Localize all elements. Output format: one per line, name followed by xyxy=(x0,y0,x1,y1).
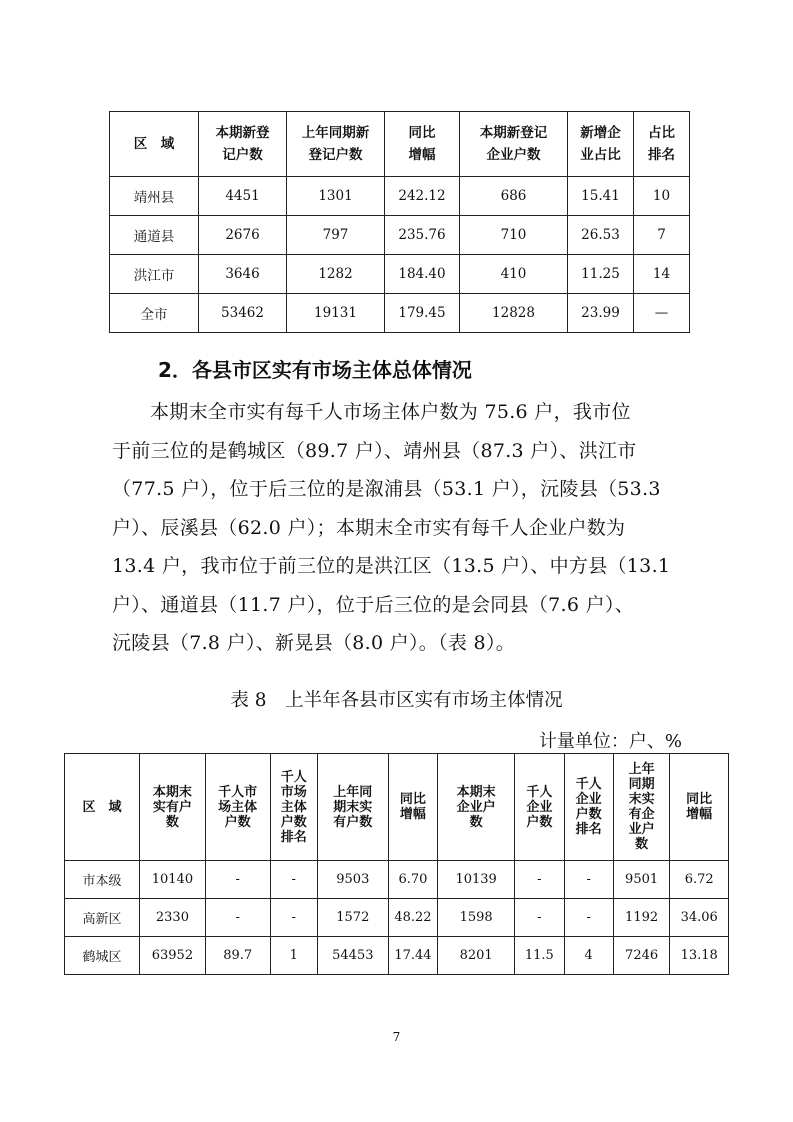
table-cell: 10140 xyxy=(140,861,206,899)
table-cell: 1598 xyxy=(438,899,515,937)
table-caption: 表 8 上半年各县市区实有市场主体情况 xyxy=(230,690,563,711)
paragraph-line: （77.5 户），位于后三位的是溆浦县（53.1 户），沅陵县（53.3 xyxy=(112,478,661,500)
table-cell: 4 xyxy=(564,937,613,975)
column-header: 千人 市场 主体 户数 排名 xyxy=(270,754,317,861)
table-cell: 洪江市 xyxy=(110,255,199,294)
table-cell: 1301 xyxy=(287,177,385,216)
table-cell: 鹤城区 xyxy=(65,937,140,975)
paragraph-line: 本期末全市实有每千人市场主体户数为 75.6 户，我市位 xyxy=(150,401,631,423)
table-cell: 26.53 xyxy=(568,216,634,255)
table-cell: — xyxy=(634,294,690,333)
table-cell: - xyxy=(515,899,564,937)
table-cell: 1282 xyxy=(287,255,385,294)
table-cell: 242.12 xyxy=(385,177,460,216)
table-7-new-registrations xyxy=(109,111,690,333)
table-cell: 12828 xyxy=(460,294,568,333)
table-row xyxy=(65,937,729,975)
table-header-row xyxy=(110,112,690,177)
table-cell: 7246 xyxy=(613,937,670,975)
table-cell: 6.70 xyxy=(388,861,437,899)
table-cell: 11.5 xyxy=(515,937,564,975)
paragraph-line: 户）、通道县（11.7 户），位于后三位的是会同县（7.6 户）、 xyxy=(112,593,635,616)
table-cell: 14 xyxy=(634,255,690,294)
column-header: 上年 同期 末实 有企 业户 数 xyxy=(613,754,670,861)
column-header: 本期末 实有户 数 xyxy=(140,754,206,861)
table-cell: 710 xyxy=(460,216,568,255)
table-cell: 2330 xyxy=(140,899,206,937)
column-header: 本期末 企业户 数 xyxy=(438,754,515,861)
table-row xyxy=(65,861,729,899)
table-cell: 235.76 xyxy=(385,216,460,255)
column-header: 千人市 场主体 户数 xyxy=(205,754,270,861)
column-header: 上年同 期末实 有户数 xyxy=(317,754,388,861)
table-cell: 1 xyxy=(270,937,317,975)
body-paragraph xyxy=(112,393,686,663)
table-cell: - xyxy=(270,899,317,937)
table-cell: - xyxy=(205,861,270,899)
measurement-unit: 计量单位：户、% xyxy=(538,731,682,752)
table-cell: 89.7 xyxy=(205,937,270,975)
table-cell: 17.44 xyxy=(388,937,437,975)
table-cell: 686 xyxy=(460,177,568,216)
table-cell: - xyxy=(205,899,270,937)
table-cell: 11.25 xyxy=(568,255,634,294)
column-header: 本期新登 记户数 xyxy=(199,112,287,177)
table-cell: 53462 xyxy=(199,294,287,333)
table-cell: 3646 xyxy=(199,255,287,294)
column-header: 同比 增幅 xyxy=(388,754,437,861)
table-cell: 13.18 xyxy=(670,937,729,975)
table-row xyxy=(110,216,690,255)
paragraph-line: 13.4 户，我市位于前三位的是洪江区（13.5 户）、中方县（13.1 xyxy=(112,555,671,577)
table-cell: 184.40 xyxy=(385,255,460,294)
table-cell: 23.99 xyxy=(568,294,634,333)
table-row xyxy=(110,294,690,333)
table-cell: 8201 xyxy=(438,937,515,975)
table-cell: 1572 xyxy=(317,899,388,937)
column-header: 占比 排名 xyxy=(634,112,690,177)
table-cell: 2676 xyxy=(199,216,287,255)
table-cell: 1192 xyxy=(613,899,670,937)
column-header: 区 域 xyxy=(65,754,140,861)
table-cell: 797 xyxy=(287,216,385,255)
table-cell: 179.45 xyxy=(385,294,460,333)
table-cell: 10139 xyxy=(438,861,515,899)
table-row xyxy=(110,255,690,294)
table-cell: 9503 xyxy=(317,861,388,899)
table-8-market-entities xyxy=(64,753,729,975)
table-header-row xyxy=(65,754,729,861)
column-header: 同比 增幅 xyxy=(385,112,460,177)
table-cell: 54453 xyxy=(317,937,388,975)
table-row xyxy=(65,899,729,937)
table-cell: - xyxy=(564,899,613,937)
table-cell: 15.41 xyxy=(568,177,634,216)
table-cell: - xyxy=(270,861,317,899)
table-cell: 全市 xyxy=(110,294,199,333)
table-row xyxy=(110,177,690,216)
table-cell: 410 xyxy=(460,255,568,294)
column-header: 同比 增幅 xyxy=(670,754,729,861)
column-header: 本期新登记 企业户数 xyxy=(460,112,568,177)
table-cell: 高新区 xyxy=(65,899,140,937)
table-cell: - xyxy=(515,861,564,899)
paragraph-line: 户）、辰溪县（62.0 户）；本期末全市实有每千人企业户数为 xyxy=(112,516,626,539)
section-heading: 2．各县市区实有市场主体总体情况 xyxy=(158,358,472,382)
table-cell: 4451 xyxy=(199,177,287,216)
paragraph-line: 沅陵县（7.8 户）、新晃县（8.0 户）。（表 8）。 xyxy=(112,632,516,654)
table-cell: - xyxy=(564,861,613,899)
table-cell: 9501 xyxy=(613,861,670,899)
table-cell: 34.06 xyxy=(670,899,729,937)
table-cell: 通道县 xyxy=(110,216,199,255)
table-cell: 63952 xyxy=(140,937,206,975)
table-cell: 市本级 xyxy=(65,861,140,899)
page-number: 7 xyxy=(392,1030,401,1044)
table-cell: 6.72 xyxy=(670,861,729,899)
column-header: 上年同期新 登记户数 xyxy=(287,112,385,177)
table-cell: 7 xyxy=(634,216,690,255)
paragraph-line: 于前三位的是鹤城区（89.7 户）、靖州县（87.3 户）、洪江市 xyxy=(112,439,637,462)
table-cell: 靖州县 xyxy=(110,177,199,216)
table-cell: 48.22 xyxy=(388,899,437,937)
column-header: 区 域 xyxy=(110,112,199,177)
table-cell: 10 xyxy=(634,177,690,216)
column-header: 千人 企业 户数 排名 xyxy=(564,754,613,861)
column-header: 千人 企业 户数 xyxy=(515,754,564,861)
table-cell: 19131 xyxy=(287,294,385,333)
column-header: 新增企 业占比 xyxy=(568,112,634,177)
